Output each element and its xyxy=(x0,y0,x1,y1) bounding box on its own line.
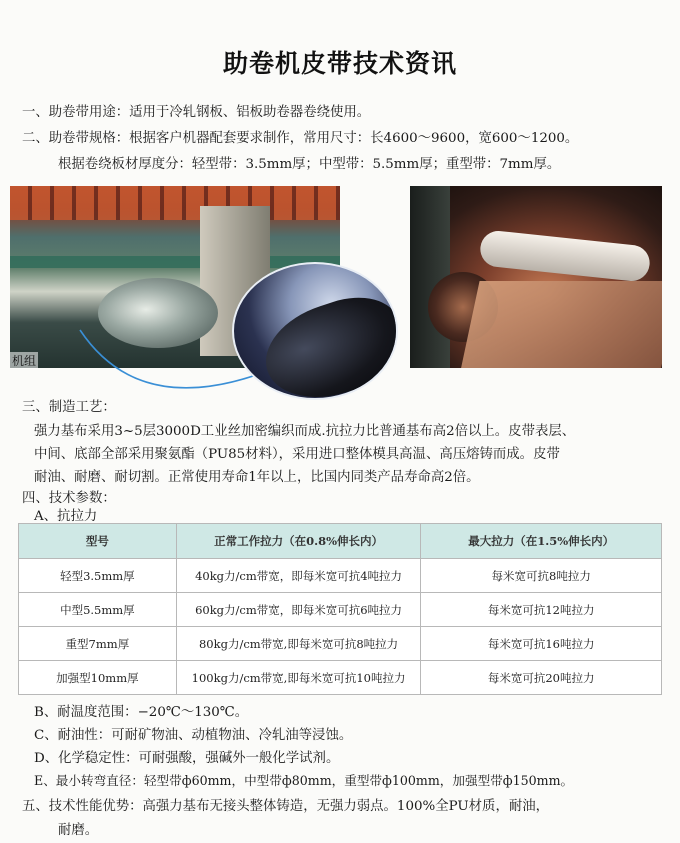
item-chemical-stability: D、化学稳定性：可耐强酸，强碱外一般化学试剂。 xyxy=(34,751,340,766)
section-process-heading: 三、制造工艺： xyxy=(22,400,116,415)
table-row xyxy=(19,559,662,593)
tensile-table xyxy=(18,523,662,695)
coiler-detail-photo xyxy=(410,186,662,368)
cell-model: 中型5.5mm厚 xyxy=(19,593,177,627)
section-advantages-line2: 耐磨。 xyxy=(58,823,99,838)
item-bend-diameter: E、最小转弯直径：轻型带ф60mm，中型带ф80mm，重型带ф100mm，加强型带ф150mm。 xyxy=(34,773,574,788)
belt-closeup-inset xyxy=(232,262,398,400)
page-title: 助卷机皮带技术资讯 xyxy=(222,49,457,78)
section-process-line3: 耐油、耐磨、耐切割。正常使用寿命1年以上，比国内同类产品寿命高2倍。 xyxy=(34,470,480,485)
table-row xyxy=(19,661,662,695)
table-header-row xyxy=(19,524,662,559)
cell-max-tension: 每米宽可抗20吨拉力 xyxy=(421,661,662,695)
cell-model: 轻型3.5mm厚 xyxy=(19,559,177,593)
item-oil-resistance: C、耐油性：可耐矿物油、动植物油、冷轧油等浸蚀。 xyxy=(34,728,353,743)
cell-model: 重型7mm厚 xyxy=(19,627,177,661)
photo-caption: 机组 xyxy=(12,354,37,368)
table-row xyxy=(19,627,662,661)
section-params-heading: 四、技术参数： xyxy=(22,491,116,506)
cell-normal-tension: 40kg力/cm带宽，即每米宽可抗4吨拉力 xyxy=(176,559,421,593)
header-model: 型号 xyxy=(19,524,177,559)
header-normal-tension: 正常工作拉力（在0.8%伸长内） xyxy=(176,524,421,559)
cell-max-tension: 每米宽可抗12吨拉力 xyxy=(421,593,662,627)
section-spec-line1: 二、助卷带规格：根据客户机器配套要求制作，常用尺寸：长4600～9600，宽600～1200。 xyxy=(22,131,579,146)
cell-max-tension: 每米宽可抗8吨拉力 xyxy=(421,559,662,593)
subsection-tensile: A、抗拉力 xyxy=(34,509,98,524)
item-temperature: B、耐温度范围：−20℃～130℃。 xyxy=(34,705,249,720)
cell-normal-tension: 80kg力/cm带宽,即每米宽可抗8吨拉力 xyxy=(176,627,421,661)
section-process-line2: 中间、底部全部采用聚氨酯（PU85材料），采用进口整体模具高温、高压熔铸而成。皮带 xyxy=(34,447,560,462)
cell-max-tension: 每米宽可抗16吨拉力 xyxy=(421,627,662,661)
cell-normal-tension: 100kg力/cm带宽,即每米宽可抗10吨拉力 xyxy=(176,661,421,695)
section-spec-line2: 根据卷绕板材厚度分：轻型带：3.5mm厚；中型带：5.5mm厚；重型带：7mm厚。 xyxy=(58,157,561,172)
section-advantages-line1: 五、技术性能优势：高强力基布无接头整体铸造，无强力弱点。100%全PU材质，耐油， xyxy=(22,799,550,814)
cell-model: 加强型10mm厚 xyxy=(19,661,177,695)
header-max-tension: 最大拉力（在1.5%伸长内） xyxy=(421,524,662,559)
table-row xyxy=(19,593,662,627)
cell-normal-tension: 60kg力/cm带宽，即每米宽可抗6吨拉力 xyxy=(176,593,421,627)
section-usage: 一、助卷带用途：适用于冷轧钢板、铝板助卷器卷绕使用。 xyxy=(22,105,371,120)
section-process-line1: 强力基布采用3~5层3000D工业丝加密编织而成.抗拉力比普通基布高2倍以上。皮带表层、 xyxy=(34,424,576,439)
